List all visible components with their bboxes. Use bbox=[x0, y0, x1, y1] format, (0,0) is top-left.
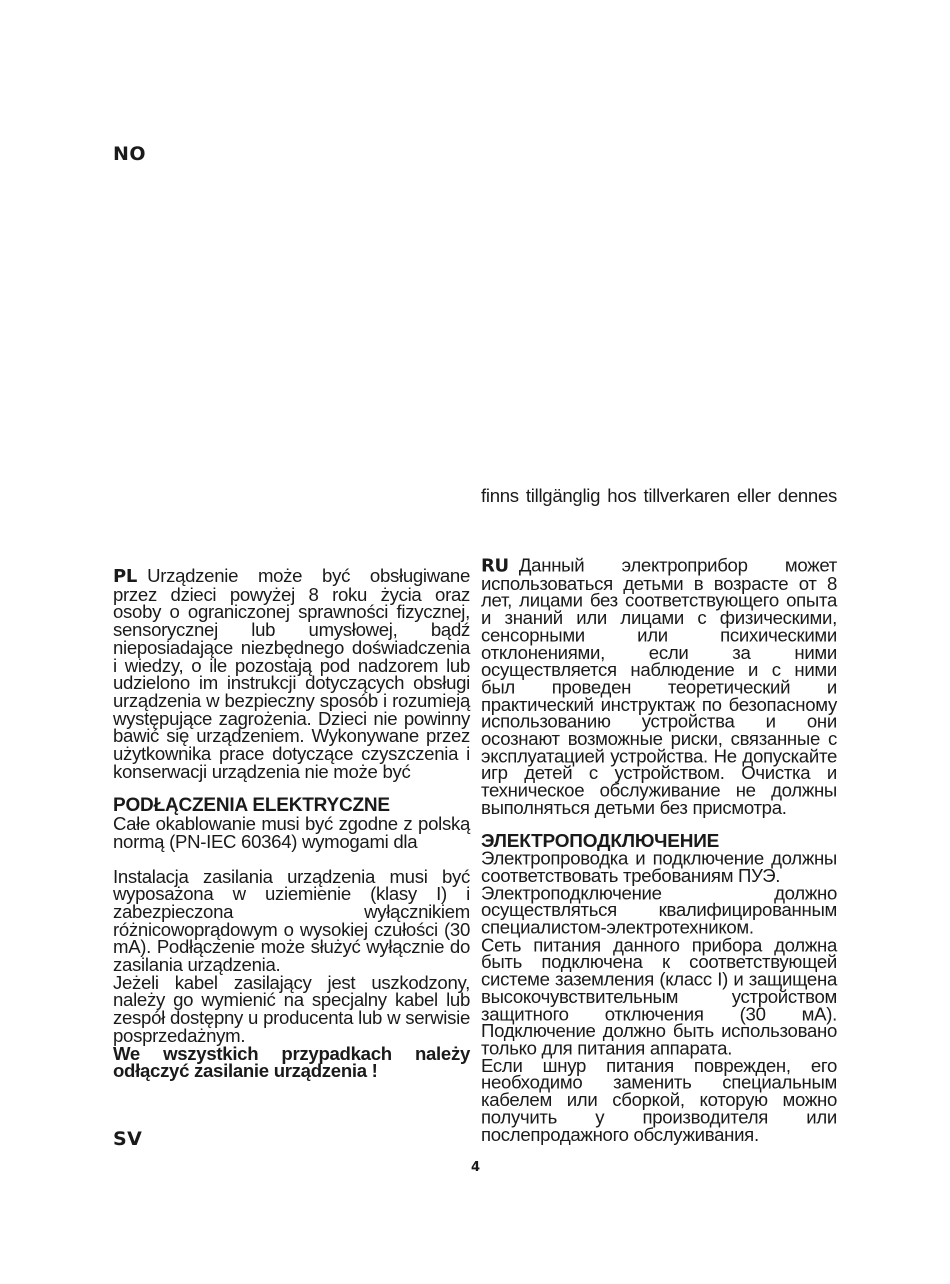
pl-intro-text: Urządzenie może być obsługiwane przez dzieci powyżej 8 roku życia oraz osoby o ograniczonej sprawności fizycznej, sensorycznej lub umysłowej, bądź nieposiadające niezbędnego doświadczenia i wiedzy, o ile pozostają pod nadzorem lub udzielono im instrukcji dotyczących obsługi urządzenia w bezpieczny sposób i rozumieją występujące zagrożenia. Dzieci nie powinny bawić się urządzeniem. Wykonywane przez użytkownika prace dotyczące czyszczenia i konserwacji urządzenia nie może być bbox=[113, 565, 470, 782]
ru-paragraph-2: Электроподключение должно осуществляться квалифицированным специалистом-электротехником. bbox=[481, 882, 837, 938]
pl-intro-paragraph bbox=[113, 567, 470, 780]
pl-paragraph-3: Jeżeli kabel zasilający jest uszkodzony, należy go wymienić na specjalny kabel lub zespół dostępny u producenta lub w serwisie posprzedażnym. bbox=[113, 971, 470, 1046]
ru-paragraph-4: Если шнур питания поврежден, его необходимо заменить специальным кабелем или сборкой, которую можно получить у производителя или послепродажного обслуживания. bbox=[481, 1055, 837, 1145]
ru-intro-paragraph bbox=[481, 557, 837, 816]
language-code-no: NO bbox=[113, 143, 147, 165]
pl-heading: PODŁĄCZENIA ELEKTRYCZNE bbox=[113, 795, 390, 817]
ru-column bbox=[481, 557, 837, 1143]
sv-text-fragment: finns tillgänglig hos tillverkaren eller dennes bbox=[481, 485, 837, 506]
pl-paragraph-2: Instalacja zasilania urządzenia musi być wyposażona w uziemienie (klasy I) i zabezpieczona wyłącznikiem różnicowoprądowym o wysokiej czułości (30 mA). Podłączenie może służyć wyłącznie do zasilania urządzenia. bbox=[113, 865, 470, 976]
pl-paragraph-1: Całe okablowanie musi być zgodne z polską normą (PN-IEC 60364) wymogami dla bbox=[113, 813, 470, 852]
pl-warning: We wszystkich przypadkach należy odłączyć zasilanie urządzenia ! bbox=[113, 1042, 470, 1082]
language-code-pl: PL bbox=[113, 566, 138, 587]
ru-paragraph-1: Электропроводка и подключение должны соответствовать требованиям ПУЭ. bbox=[481, 848, 837, 887]
language-code-ru: RU bbox=[481, 556, 509, 577]
page-number: 4 bbox=[471, 1160, 481, 1175]
pl-column bbox=[113, 567, 470, 1080]
ru-paragraph-3: Сеть питания данного прибора должна быть подключена к соответствующей системе заземления (класс I) и защищена высокочувствительным устройством защитного отключения (30 мА). Подключение должно быть использовано только для питания аппарата. bbox=[481, 934, 837, 1059]
ru-heading: ЭЛЕКТРОПОДКЛЮЧЕНИЕ bbox=[481, 831, 720, 852]
ru-intro-text: Данный электроприбор может использоваться детьми в возрасте от 8 лет, лицами без соответствующего опыта и знаний или лицами с физическими, сенсорными или психическими отклонениями, если за ними осуществляется наблюдение и с ними был проведен теоретический и практический инструктаж по безопасному использованию устройства и они осознают возможные риски, связанные с эксплуатацией устройства. Не допускайте игр детей с устройством. Очистка и техническое обслуживание не должны выполняться детьми без присмотра. bbox=[481, 555, 837, 818]
language-code-sv: SV bbox=[113, 1128, 143, 1150]
